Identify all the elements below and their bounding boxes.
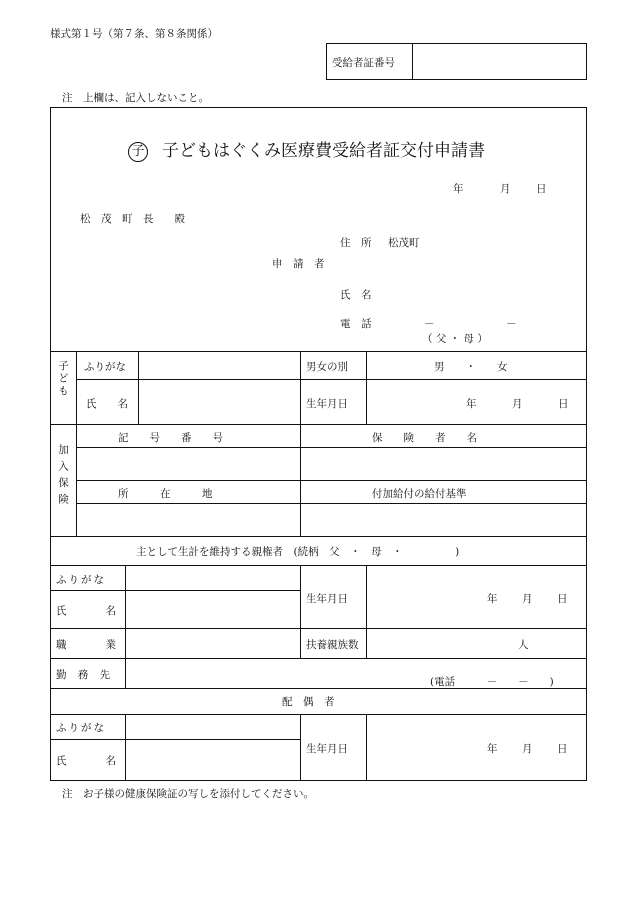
child-furigana-field[interactable] [142,354,296,376]
spouse-birth-label: 生年月日 [306,743,348,755]
workplace-label: 勤 務 先 [56,669,115,681]
rule-g-mid [300,565,301,658]
child-birth-label: 生年月日 [306,398,348,410]
child-sex-value[interactable]: 男 ・ 女 [434,361,508,373]
rule-child-mid-col [300,351,301,424]
addressee: 松 茂 町 長 殿 [80,213,185,225]
symbol-number-field[interactable] [80,450,296,477]
rule-ins-mid [300,424,301,536]
dependents-label: 扶養親族数 [306,639,359,651]
address-value[interactable]: 松茂町 [388,237,420,249]
rule-g-4 [50,658,587,659]
spouse-birth-month: 月 [522,743,533,755]
benefit-field[interactable] [304,506,584,533]
rule-child-bottom [50,424,587,425]
child-name-label: 氏 名 [86,398,128,410]
rule-ins-side [76,424,77,536]
rule-s-valuecol [366,714,367,781]
insurance-side-label: 加入保険 [57,444,69,510]
rule-child-side [76,351,77,424]
guardian-name-field[interactable] [129,594,297,625]
rule-g-valuecol [366,565,367,658]
child-furigana-label: ふりがな [84,361,126,373]
rule-child-top [50,351,587,352]
child-name-field[interactable] [142,383,296,421]
phone-dash-2: － [506,318,517,330]
workplace-phone: (電話 － － ) [430,676,554,688]
rule-s-2 [50,739,301,740]
location-label: 所 在 地 [118,488,213,500]
rule-s-1 [50,714,587,715]
applicant-label: 申 請 者 [272,258,325,270]
rule-ins-3 [76,503,587,504]
guardian-birth-month: 月 [522,593,533,605]
cert-number-field[interactable] [418,48,582,76]
insurer-name-field[interactable] [304,450,584,477]
note-top: 注 上欄は、記入しないこと。 [62,92,209,104]
cert-number-label: 受給者証番号 [332,57,395,69]
rule-g-1 [50,565,587,566]
occupation-label: 職 業 [56,639,122,651]
occupation-field[interactable] [129,631,297,655]
rule-ins-2 [76,480,587,481]
guardian-birth-day: 日 [557,593,568,605]
spouse-name-field[interactable] [129,743,297,778]
benefit-label: 付加給付の給付基準 [372,488,467,500]
spouse-name-label: 氏 名 [56,755,122,767]
phone-label: 電 話 [340,318,372,330]
phone-dash-1: － [424,318,435,330]
form-title [128,136,485,162]
rule-s-mid [300,714,301,781]
guardian-furigana-label: ふりがな [56,574,106,586]
guardian-birth-year: 年 [487,593,498,605]
spouse-furigana-label: ふりがな [56,722,106,734]
title-text: 子どもはぐくみ医療費受給者証交付申請書 [162,141,485,161]
guardian-birth-label: 生年月日 [306,593,348,605]
spouse-birth-day: 日 [557,743,568,755]
rule-child-mid [76,379,587,380]
rule-g-labelcol [125,565,126,688]
date-year: 年 [453,183,464,195]
guardian-name-label: 氏 名 [56,605,122,617]
symbol-number-label: 記 号 番 号 [118,432,223,444]
guardian-furigana-field[interactable] [129,568,297,587]
rule-g-2 [50,590,301,591]
child-birth-day: 日 [558,398,569,410]
relation-parent: （ 父 ・ 母 ） [422,333,488,345]
location-field[interactable] [80,506,296,533]
insurer-name-label: 保 険 者 名 [372,432,477,444]
child-birth-year: 年 [466,398,477,410]
dependents-unit: 人 [518,639,529,651]
rule-child-value-col [366,351,367,424]
rule-ins-1 [76,447,587,448]
spouse-heading: 配 偶 者 [282,696,335,708]
rule-s-labelcol [125,714,126,781]
rule-ins-bottom [50,536,587,537]
date-day: 日 [536,183,547,195]
cert-number-divider [412,43,413,80]
address-label: 住 所 [340,237,372,249]
date-month: 月 [500,183,511,195]
child-side-label: 子ども [57,360,69,398]
rule-g-3 [50,628,587,629]
footer-note: 注 お子様の健康保険証の写しを添付してください。 [62,788,314,800]
guardian-heading: 主として生計を維持する親権者 (続柄 父 ・ 母 ・ ) [136,546,460,558]
spouse-furigana-field[interactable] [129,717,297,736]
child-sex-label: 男女の別 [306,361,348,373]
form-number: 様式第１号（第７条、第８条関係） [50,28,218,40]
child-mark-icon: 子 [128,142,148,162]
rule-child-labelcol [138,351,139,424]
spouse-birth-year: 年 [487,743,498,755]
child-birth-month: 月 [512,398,523,410]
name-label: 氏 名 [340,289,372,301]
